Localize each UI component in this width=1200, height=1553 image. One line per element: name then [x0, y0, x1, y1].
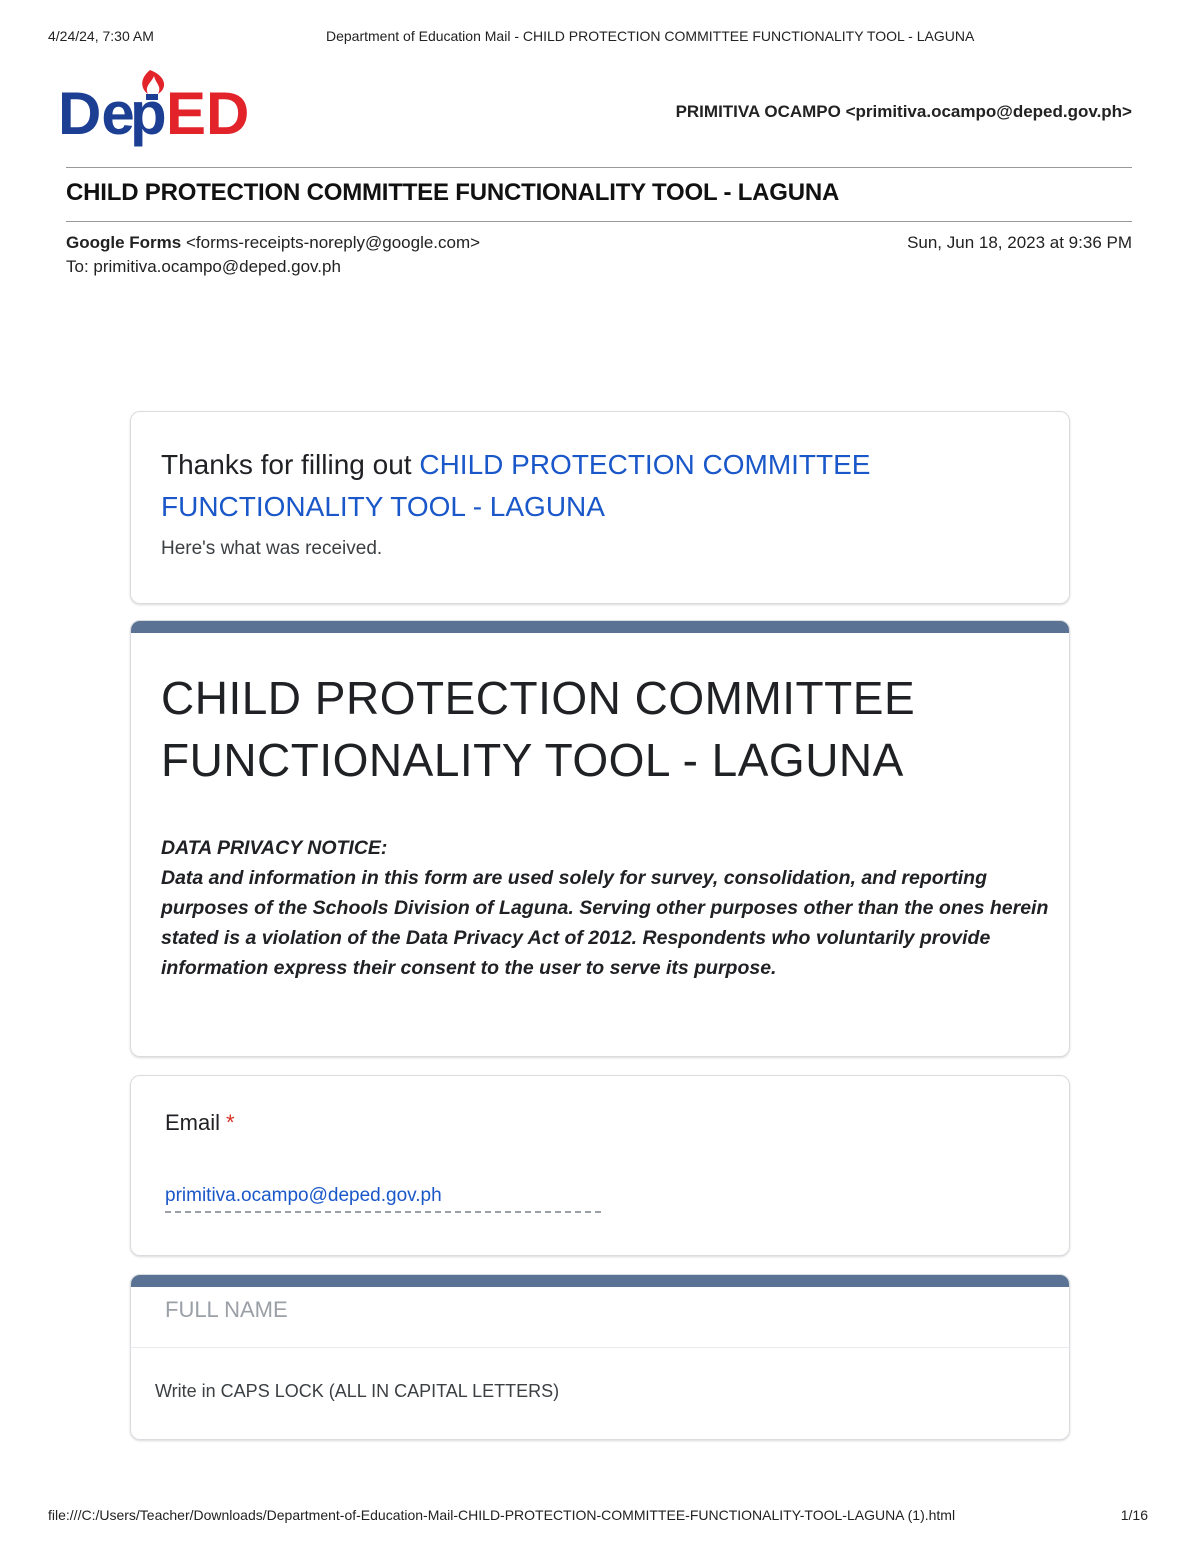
thanks-card [130, 411, 1070, 604]
form-accent-bar [131, 621, 1069, 633]
print-title: Department of Education Mail - CHILD PROTECTION COMMITTEE FUNCTIONALITY TOOL - LAGUNA [326, 28, 975, 44]
required-asterisk: * [226, 1110, 235, 1135]
account-identity: PRIMITIVA OCAMPO <primitiva.ocampo@deped.gov.ph> [675, 102, 1132, 121]
header-divider [66, 167, 1132, 168]
sender-address[interactable]: <forms-receipts-noreply@google.com> [185, 233, 481, 252]
email-date: Sun, Jun 18, 2023 at 9:36 PM [907, 233, 1132, 252]
sender-line [66, 233, 480, 253]
email-question-card [130, 1075, 1070, 1256]
recipient-line: To: primitiva.ocampo@deped.gov.ph [66, 257, 341, 276]
logo-text-de: De [58, 80, 135, 147]
sender-name: Google Forms [66, 233, 182, 252]
thanks-prefix: Thanks for filling out [161, 449, 412, 480]
form-header-card [130, 620, 1070, 1057]
footer-file-path: file:///C:/Users/Teacher/Downloads/Department-of-Education-Mail-CHILD-PROTECTION-COMMITTEE-FUNCTIONALITY-TOOL-LAGUNA (1).html [48, 1507, 956, 1523]
email-label: Email [165, 1110, 221, 1135]
received-note: Here's what was received. [161, 538, 383, 559]
form-title: CHILD PROTECTION COMMITTEE FUNCTIONALITY TOOL - LAGUNA [161, 672, 916, 786]
deped-logo-graphic [58, 64, 268, 156]
full-name-description: Write in CAPS LOCK (ALL IN CAPITAL LETTERS) [155, 1381, 560, 1401]
logo-text-ed: ED [166, 80, 250, 147]
full-name-section-card [130, 1274, 1070, 1440]
privacy-body: Data and information in this form are used solely for survey, consolidation, and reporting purposes of the Schools Division of Laguna. Serving other purposes other than the ones herein stated is a violation of the Data Privacy Act of 2012. Respondents who voluntarily provide information express their consent to the user to serve its purpose. [161, 867, 1049, 979]
privacy-heading: DATA PRIVACY NOTICE: [161, 837, 388, 859]
form-name-link[interactable]: CHILD PROTECTION COMMITTEE FUNCTIONALITY TOOL - LAGUNA [161, 449, 871, 522]
section-divider [131, 1347, 1069, 1348]
section-accent-bar [131, 1275, 1069, 1287]
email-question-label [165, 1110, 1035, 1136]
full-name-label: FULL NAME [165, 1297, 288, 1322]
deped-logo [58, 64, 268, 156]
print-date: 4/24/24, 7:30 AM [48, 28, 154, 44]
subject-divider [66, 221, 1132, 222]
logo-text-p: p [130, 80, 167, 147]
email-answer[interactable]: primitiva.ocampo@deped.gov.ph [165, 1185, 601, 1213]
footer-page-number: 1/16 [1120, 1507, 1148, 1523]
privacy-notice [161, 833, 1051, 983]
thanks-heading [161, 444, 1039, 528]
email-subject: CHILD PROTECTION COMMITTEE FUNCTIONALITY TOOL - LAGUNA [66, 179, 840, 206]
